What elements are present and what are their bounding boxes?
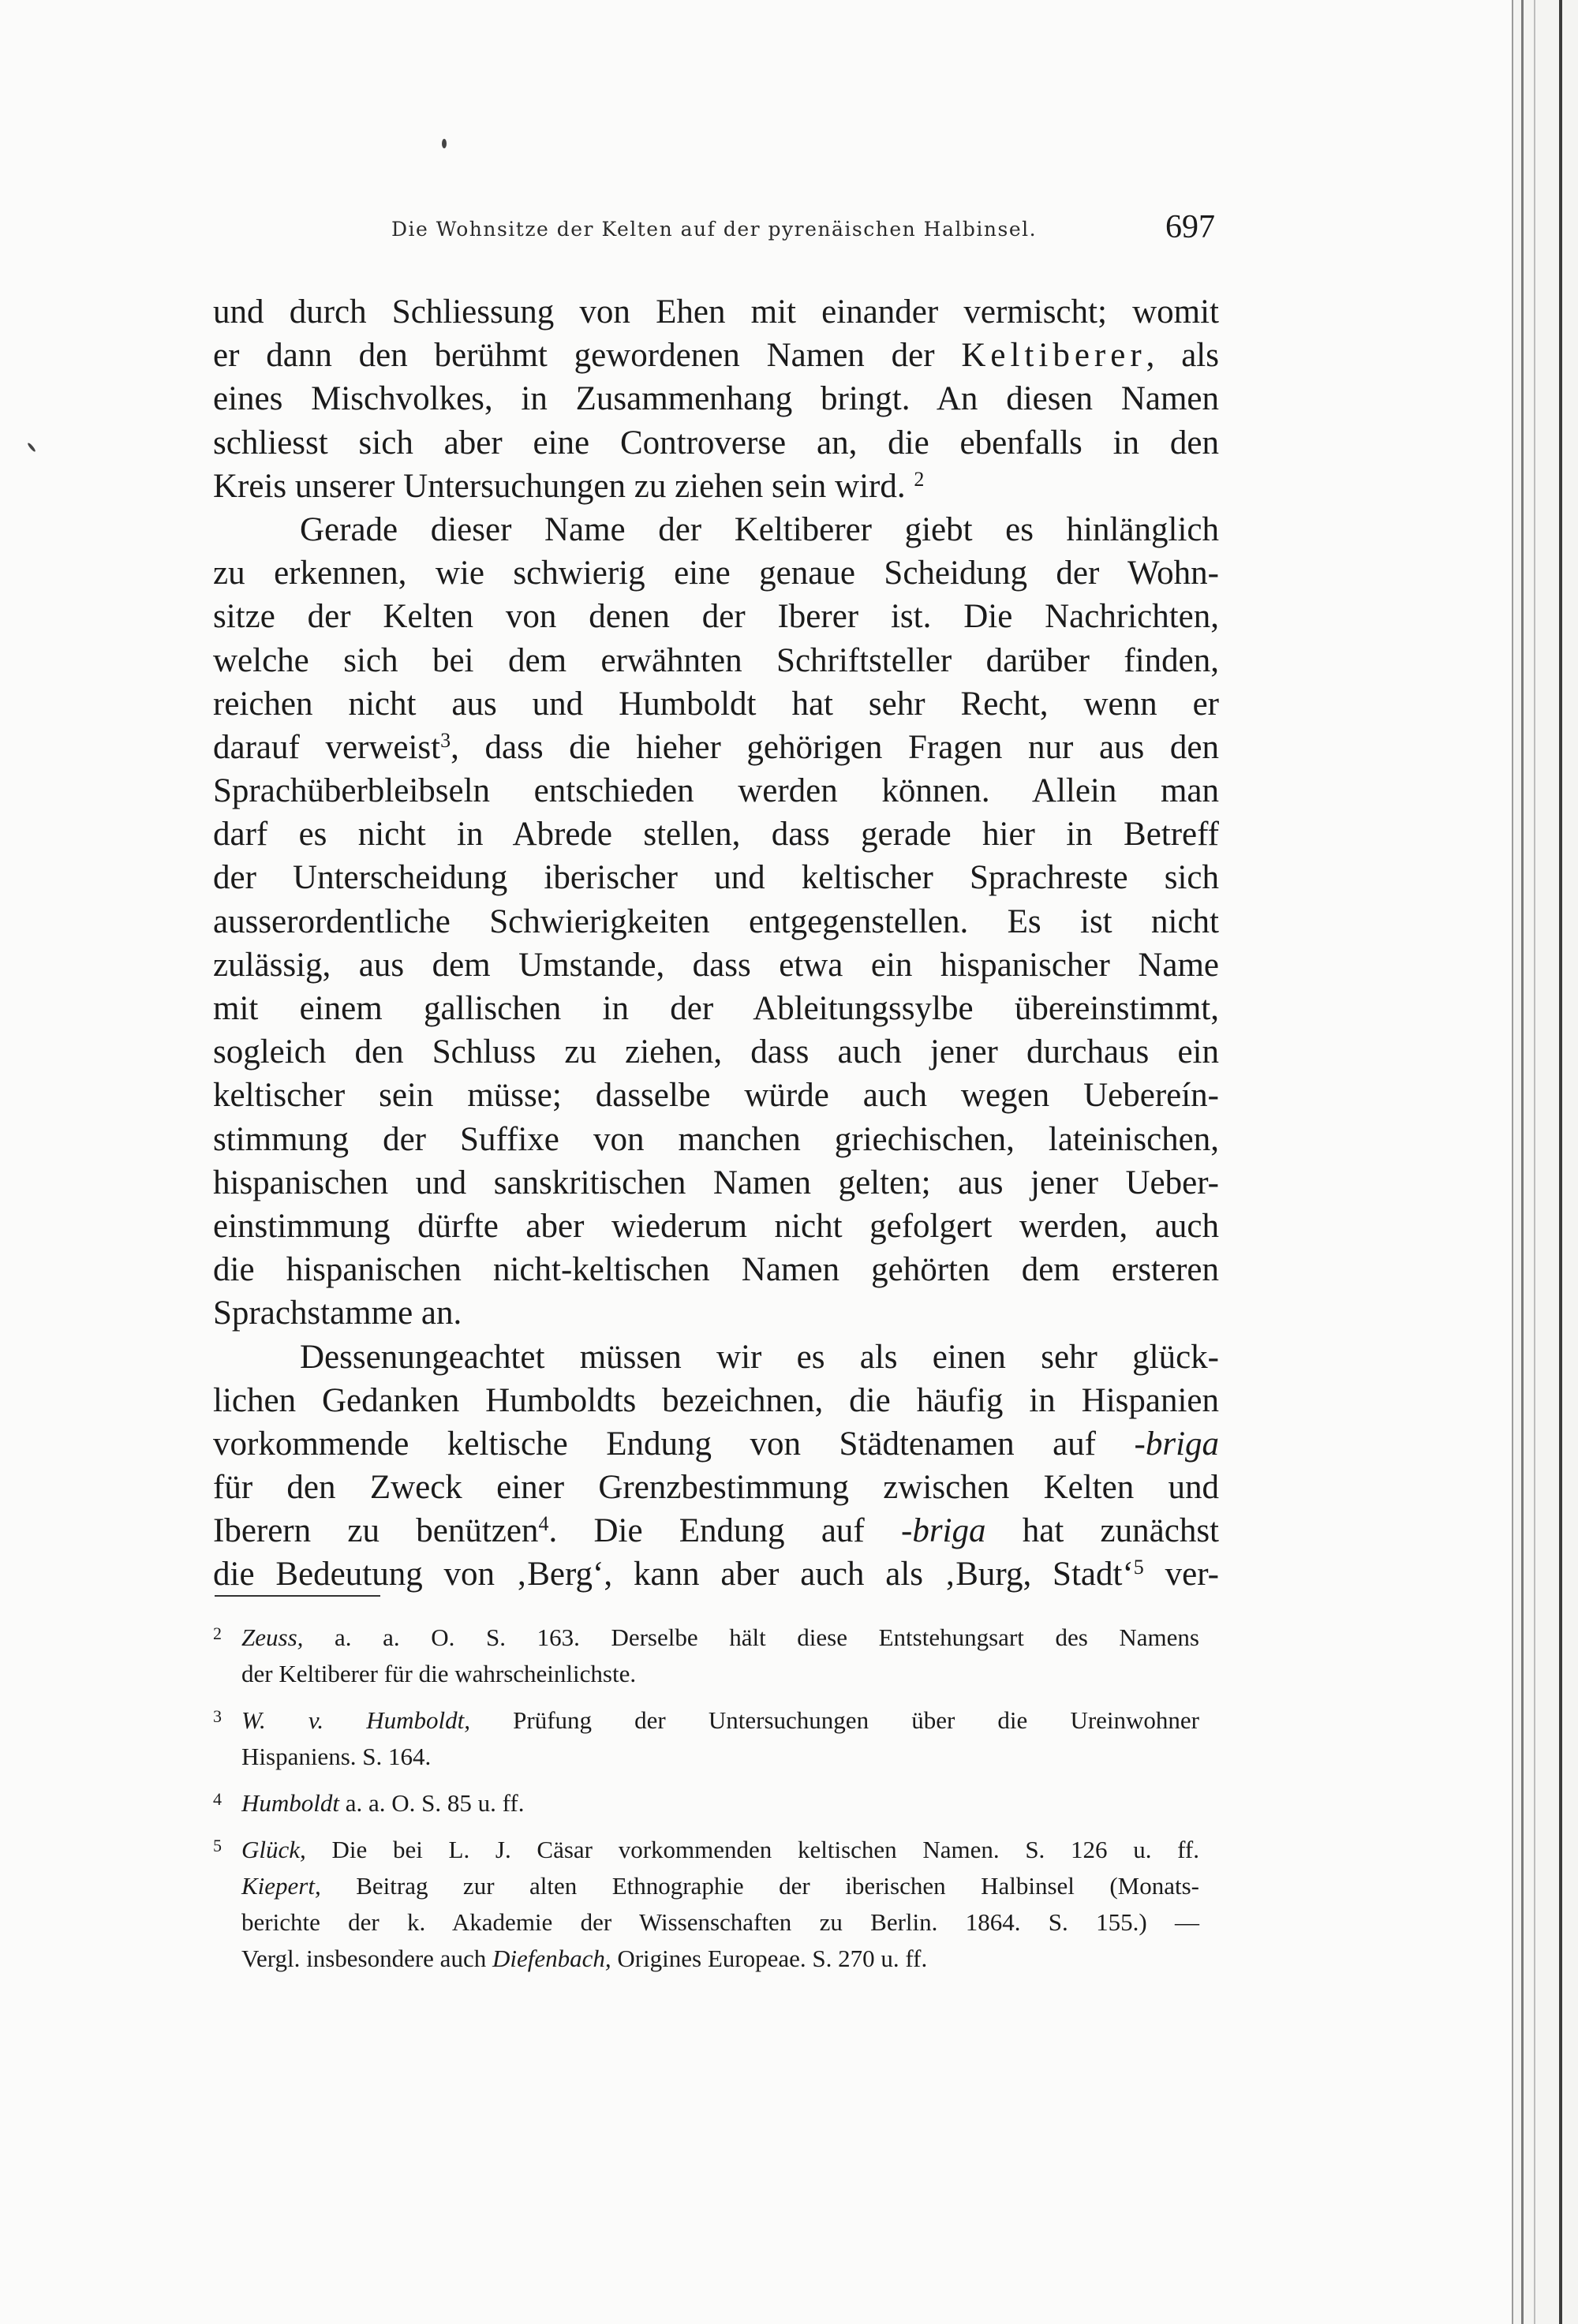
running-title: Die Wohnsitze der Kelten auf der pyrenäischen Halbinsel.	[391, 218, 1038, 241]
footnote-line: 4 Humboldt a. a. O. S. 85 u. ff.	[213, 1781, 1199, 1821]
text-line: Sprachüberbleibseln entschieden werden können. Allein man	[213, 772, 1219, 810]
emphasized-term: -briga	[901, 1512, 986, 1550]
text-line: stimmung der Suffixe von manchen griechischen, lateinischen,	[213, 1120, 1219, 1158]
footnote-author: Diefenbach,	[492, 1945, 611, 1972]
footnote	[213, 1698, 1199, 1775]
page-edge	[1512, 0, 1513, 2324]
text-line: einstimmung dürfte aber wiederum nicht gefolgert werden, auch	[213, 1207, 1219, 1245]
scan-speck	[442, 139, 447, 148]
page-edge	[1559, 0, 1562, 2324]
text-line: lichen Gedanken Humboldts bezeichnen, die häufig in Hispanien	[213, 1381, 1219, 1419]
footnote-line: berichte der k. Akademie der Wissenschaften zu Berlin. 1864. S. 155.) —	[241, 1908, 1199, 1936]
footnote-author: Zeuss,	[241, 1623, 304, 1651]
text-line: mit einem gallischen in der Ableitungssylbe übereinstimmt,	[213, 990, 1219, 1027]
footnote	[213, 1616, 1199, 1692]
footnote-number: 3	[213, 1706, 222, 1726]
footnote-ref: 2	[914, 467, 925, 491]
text-line: keltischer sein müsse; dasselbe würde auch wegen Uebereín-	[213, 1077, 1219, 1115]
footnote-author: Humboldt	[241, 1789, 339, 1817]
footnote-rule	[215, 1595, 380, 1597]
footnote-number: 2	[213, 1623, 222, 1643]
footnote	[213, 1828, 1199, 1977]
text-line: Sprachstamme an.	[213, 1295, 462, 1332]
scan-speck	[27, 442, 36, 452]
text-line: zulässig, aus dem Umstande, dass etwa ein hispanischer Name	[213, 946, 1219, 984]
footnote-ref: 3	[440, 728, 451, 752]
text-line: schliesst sich aber eine Controverse an, die ebenfalls in den	[213, 424, 1219, 461]
footnote-line: 2 Zeuss, a. a. O. S. 163. Derselbe hält diese Entstehungsart des Namens	[213, 1616, 1199, 1656]
text-line: Kreis unserer Untersuchungen zu ziehen sein wird. $^2$	[213, 467, 925, 505]
text-line: für den Zweck einer Grenzbestimmung zwischen Kelten und	[213, 1469, 1219, 1507]
footnote-author: Kiepert,	[241, 1872, 321, 1900]
page-edge	[1521, 0, 1524, 2324]
text-line: eines Mischvolkes, in Zusammenhang bringt. An diesen Namen	[213, 380, 1219, 418]
footnote-line: Kiepert, Beitrag zur alten Ethnographie der iberischen Halbinsel (Monats-	[241, 1872, 1199, 1900]
text-line: sitze der Kelten von denen der Iberer ist. Die Nachrichten,	[213, 598, 1219, 636]
footnote-number: 5	[213, 1836, 222, 1855]
footnote-author: W. v. Humboldt,	[241, 1706, 470, 1734]
text-line: darauf verweist$^3$, dass die hieher gehörigen Fragen nur aus den	[213, 728, 1220, 766]
footnote-ref: 4	[538, 1512, 549, 1536]
footnote-line: Vergl. insbesondere auch Diefenbach, Origines Europeae. S. 270 u. ff.	[241, 1945, 928, 1972]
text-line: darf es nicht in Abrede stellen, dass gerade hier in Betreff	[213, 816, 1219, 854]
page-number: 697	[1165, 209, 1215, 245]
text-line: Gerade dieser Name der Keltiberer giebt es hinlänglich	[300, 510, 1219, 548]
footnote-number: 4	[213, 1789, 222, 1809]
footnote-author: Glück,	[241, 1836, 306, 1863]
text-line: reichen nicht aus und Humboldt hat sehr Recht, wenn er	[213, 685, 1219, 723]
text-line: Iberern zu benützen$^4$. Die Endung auf -briga hat zunächst	[213, 1512, 1219, 1550]
footnote-line: Hispaniens. S. 164.	[241, 1743, 432, 1770]
text-line: ausserordentliche Schwierigkeiten entgegenstellen. Es ist nicht	[213, 902, 1219, 940]
text-line: welche sich bei dem erwähnten Schriftsteller darüber finden,	[213, 641, 1219, 679]
text-line: der Unterscheidung iberischer und keltischer Sprachreste sich	[213, 859, 1219, 897]
emphasized-term: Keltiberer	[961, 337, 1146, 375]
text-line: und durch Schliessung von Ehen mit einander vermischt; womit	[213, 293, 1219, 331]
text-line: die Bedeutung von ‚Berg‘, kann aber auch als ‚Burg, Stadt‘$^5$ ver-	[213, 1556, 1220, 1594]
text-line: Dessenungeachtet müssen wir es als einen sehr glück-	[300, 1338, 1219, 1376]
footnote-line: der Keltiberer für die wahrscheinlichste.	[241, 1660, 637, 1687]
text-line: zu erkennen, wie schwierig eine genaue Scheidung der Wohn-	[213, 555, 1219, 592]
text-line: vorkommende keltische Endung von Städtenamen auf -briga	[213, 1425, 1220, 1463]
footnotes	[213, 1616, 1199, 1983]
text-line: die hispanischen nicht-keltischen Namen gehörten dem ersteren	[213, 1251, 1219, 1289]
emphasized-term: -briga	[1134, 1425, 1220, 1463]
footnote-line: 5 Glück, Die bei L. J. Cäsar vorkommenden keltischen Namen. S. 126 u. ff.	[213, 1828, 1199, 1868]
text-line: sogleich den Schluss zu ziehen, dass auch jener durchaus ein	[213, 1033, 1219, 1071]
footnote	[213, 1781, 1199, 1821]
page-edge	[1534, 0, 1535, 2324]
main-text	[213, 290, 1219, 1597]
footnote-line: 3 W. v. Humboldt, Prüfung der Untersuchungen über die Ureinwohner	[213, 1698, 1199, 1739]
footnote-ref: 5	[1133, 1556, 1144, 1579]
text-line: er dann den berühmt gewordenen Namen der Keltiberer, als	[213, 337, 1219, 375]
text-line: hispanischen und sanskritischen Namen gelten; aus jener Ueber-	[213, 1164, 1219, 1201]
